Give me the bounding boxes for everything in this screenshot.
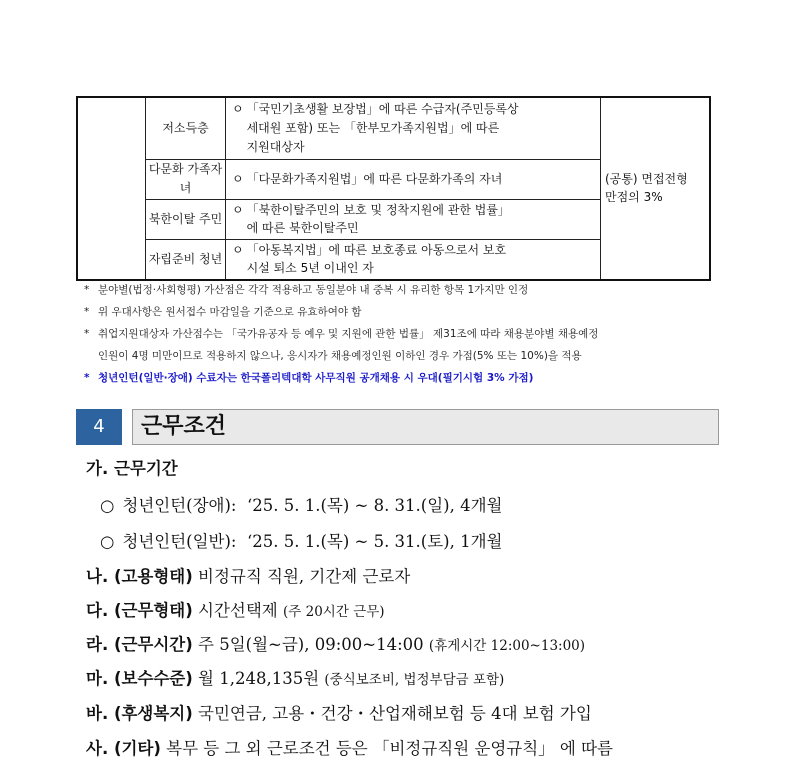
note-text: 취업지원대상자 가산점수는 「국가유공자 등 예우 및 지원에 관한 법률」 제31조에 따라 채용분야별 채용예정 (98, 328, 599, 340)
note-item (84, 279, 724, 301)
period-item (100, 528, 502, 552)
bullet-mark: ㅇ (232, 242, 244, 257)
criteria-cell (226, 199, 601, 239)
note-mark: * (84, 284, 90, 296)
category-cell: 자립준비 청년 (146, 239, 226, 280)
hours-note: (휴게시간 12:00~13:00) (428, 638, 586, 654)
note-item (84, 323, 724, 345)
hours-value: 주 5일(월~금), 09:00~14:00 (198, 635, 424, 654)
pay-value: 월 1,248,135원 (198, 669, 320, 688)
employment-value: 비정규직 직원, 기간제 근로자 (198, 567, 411, 586)
circle-bullet: ○ (100, 532, 115, 551)
category-cell: 북한이탈 주민 (146, 199, 226, 239)
work-type-note: (주 20시간 근무) (283, 604, 385, 620)
circle-bullet: ○ (100, 496, 115, 515)
period-value: ‘25. 5. 1.(목) ~ 8. 31.(일), 4개월 (246, 496, 503, 515)
pay-note: (중식보조비, 법정부담금 포함) (324, 672, 505, 688)
category-cell: 저소득층 (146, 97, 226, 159)
table-row (77, 97, 710, 159)
criteria-cell (226, 239, 601, 280)
note-mark: * (84, 372, 90, 384)
section-label-cell (77, 97, 146, 280)
work-type-value: 시간선택제 (198, 601, 278, 620)
pay-line (86, 665, 504, 689)
welfare-head: 바. (후생복지) (86, 704, 193, 723)
period-label: 청년인턴(장애): (122, 496, 237, 515)
benefit-cell: (공통) 면접전형 만점의 3% (601, 97, 711, 280)
note-item-highlight (84, 367, 724, 389)
criteria-line: 시설 퇴소 5년 이내인 자 (246, 261, 374, 276)
note-item-continued (84, 345, 724, 367)
hours-line (86, 631, 585, 655)
period-head: 가. 근무기간 (86, 459, 178, 478)
criteria-line: 「북한이탈주민의 보호 및 정착지원에 관한 법률」 (246, 202, 510, 217)
period-value: ‘25. 5. 1.(목) ~ 5. 31.(토), 1개월 (246, 532, 503, 551)
criteria-line: 에 따른 북한이탈주민 (246, 221, 359, 236)
category-cell: 다문화 가족자녀 (146, 159, 226, 199)
note-mark: * (84, 328, 90, 340)
criteria-line: 지원대상자 (246, 139, 305, 154)
criteria-line: 「국민기초생활 보장법」에 따른 수급자(주민등록상 (246, 102, 519, 117)
section-header (76, 409, 719, 445)
note-text: 청년인턴(일반·장애) 수료자는 한국폴리텍대학 사무직원 공개채용 시 우대(필기시험 3% 가점) (98, 372, 534, 384)
notes-list (84, 279, 724, 389)
note-text: 분야별(법정·사회형평) 가산점은 각각 적용하고 동일분야 내 중복 시 유리한 항목 1가지만 인정 (98, 284, 529, 296)
bullet-mark: ㅇ (232, 102, 244, 117)
employment-head: 나. (고용형태) (86, 567, 193, 586)
period-item (100, 492, 502, 516)
note-text: 위 우대사항은 원서접수 마감일을 기준으로 유효하여야 함 (98, 306, 362, 318)
section-title: 근무조건 (132, 409, 719, 445)
note-text: 인원이 4명 미만이므로 적용하지 않으나, 응시자가 채용예정인원 이하인 경우 가점(5% 또는 10%)을 적용 (98, 350, 582, 362)
criteria-line: 「다문화가족지원법」에 따른 다문화가족의 자녀 (246, 171, 503, 186)
criteria-line: 세대원 포함) 또는 「한부모가족지원법」에 따른 (246, 120, 500, 135)
other-value: 복무 등 그 외 근로조건 등은 「비정규직원 운영규칙」 에 따름 (166, 739, 613, 758)
other-head: 사. (기타) (86, 739, 161, 758)
section-number: 4 (76, 409, 122, 445)
bullet-mark: ㅇ (232, 202, 244, 217)
work-type-head: 다. (근무형태) (86, 601, 193, 620)
welfare-value: 국민연금, 고용・건강・산업재해보험 등 4대 보험 가입 (198, 704, 592, 723)
criteria-cell (226, 159, 601, 199)
other-line (86, 735, 613, 759)
criteria-cell (226, 97, 601, 159)
period-heading (86, 455, 178, 479)
criteria-line: 「아동복지법」에 따른 보호종료 아동으로서 보호 (246, 242, 507, 257)
note-mark: * (84, 306, 90, 318)
employment-line (86, 563, 410, 587)
work-type-line (86, 597, 385, 621)
note-item (84, 301, 724, 323)
hours-head: 라. (근무시간) (86, 635, 193, 654)
welfare-line (86, 700, 592, 724)
bullet-mark: ㅇ (232, 171, 244, 186)
pay-head: 마. (보수수준) (86, 669, 193, 688)
period-label: 청년인턴(일반): (122, 532, 237, 551)
preference-table (76, 96, 711, 281)
